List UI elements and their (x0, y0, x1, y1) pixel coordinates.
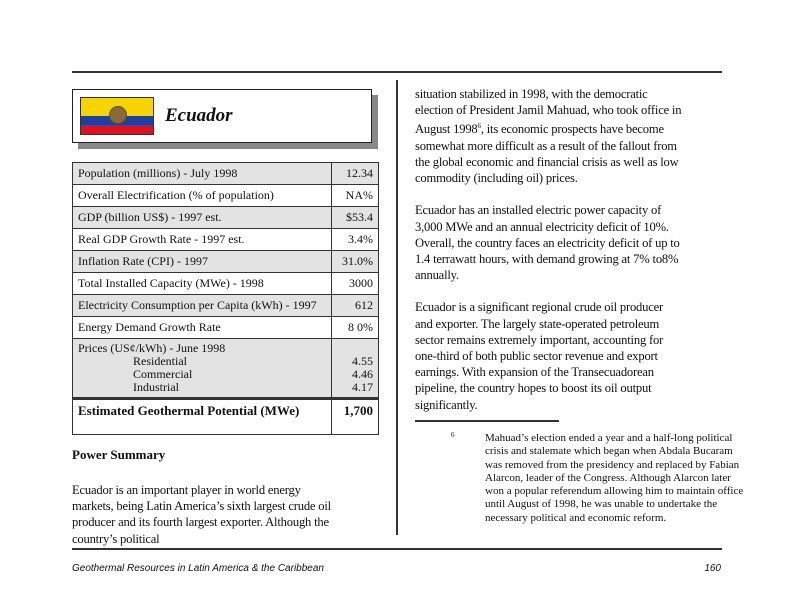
row-value: 612 (332, 295, 379, 317)
row-label: Overall Electrification (% of population) (73, 185, 332, 207)
prices-label: Prices (US¢/kWh) - June 1998 (78, 341, 226, 355)
price-commercial-value: 4.46 (352, 367, 373, 381)
ecuador-flag-icon (80, 97, 154, 135)
geothermal-potential-row (73, 399, 379, 435)
top-rule (72, 71, 722, 73)
price-commercial-label: Commercial (133, 367, 193, 381)
footer-title: Geothermal Resources in Latin America & the Caribbean (72, 563, 324, 574)
footnote-reference: 6 (477, 122, 481, 131)
footnote-text: Mahuad’s election ended a year and a half-long political crisis and stalemate which began when Abdala Bucaram was removed from the presidency and replaced by Fabian Alarcon, leader of the Congress. Although Alarcon later won a popular referendum allowing him to maintain office until August of 1998, he was unable to undertake the necessary political and economic reform. (485, 432, 744, 524)
power-summary-paragraph: Ecuador is an important player in world energy markets, being Latin America’s sixth largest crude oil producer and its fourth largest exporter. Although the country’s political (72, 483, 331, 546)
text: situation stabilized in 1998, with the democratic election of President Jamil Mahuad, who took office in August 1998 (415, 87, 682, 137)
country-statistics-table (72, 162, 379, 435)
table-row (73, 185, 379, 207)
row-value: 8 0% (332, 317, 379, 339)
price-industrial-value: 4.17 (352, 380, 373, 394)
row-label: GDP (billion US$) - 1997 est. (73, 207, 332, 229)
geothermal-value: 1,700 (332, 399, 379, 435)
power-summary-heading: Power Summary (72, 447, 166, 462)
paragraph (415, 86, 683, 186)
row-value: 12.34 (332, 163, 379, 185)
page-number: 160 (704, 563, 721, 574)
column-divider (396, 80, 398, 535)
row-label: Inflation Rate (CPI) - 1997 (73, 251, 332, 273)
price-residential-value: 4.55 (352, 354, 373, 368)
country-title-box (72, 89, 372, 143)
row-label: Energy Demand Growth Rate (73, 317, 332, 339)
row-label: Real GDP Growth Rate - 1997 est. (73, 229, 332, 251)
table-row (73, 273, 379, 295)
table-row (73, 229, 379, 251)
price-residential-label: Residential (133, 354, 187, 368)
row-value: 3.4% (332, 229, 379, 251)
text: , its economic prospects have become somewhat more difficult as a result of the fallout from the global economic and financial crisis as well as low commodity (including oil) prices. (415, 122, 679, 186)
geothermal-label: Estimated Geothermal Potential (MWe) (73, 399, 332, 435)
table-row (73, 251, 379, 273)
table-row (73, 207, 379, 229)
price-industrial-label: Industrial (133, 380, 179, 394)
right-column-text (415, 86, 683, 429)
row-label: Electricity Consumption per Capita (kWh) - 1997 (73, 295, 332, 317)
paragraph: Ecuador has an installed electric power capacity of 3,000 MWe and an annual electricity deficit of 10%. Overall, the country faces an electricity deficit of up to 1.4 terrawatt hours, with demand growing at 7% to8% annually. (415, 203, 680, 283)
table-row (73, 163, 379, 185)
row-value: 3000 (332, 273, 379, 295)
row-value: NA% (332, 185, 379, 207)
row-label: Population (millions) - July 1998 (73, 163, 332, 185)
row-value: $53.4 (332, 207, 379, 229)
table-row (73, 295, 379, 317)
table-row (73, 317, 379, 339)
row-value: 31.0% (332, 251, 379, 273)
footnote-mark: 6 (451, 431, 455, 439)
row-label: Total Installed Capacity (MWe) - 1998 (73, 273, 332, 295)
bottom-rule (72, 548, 722, 550)
paragraph: Ecuador is a significant regional crude oil producer and exporter. The largely state-operated petroleum sector remains extremely important, accounting for one-third of both public sector revenue and export earnings. With expansion of the Transecuadorean pipeline, the country hopes to boost its oil output significantly. (415, 300, 664, 412)
footnote-rule (415, 420, 559, 422)
country-title: Ecuador (165, 105, 233, 126)
prices-row (73, 339, 379, 399)
